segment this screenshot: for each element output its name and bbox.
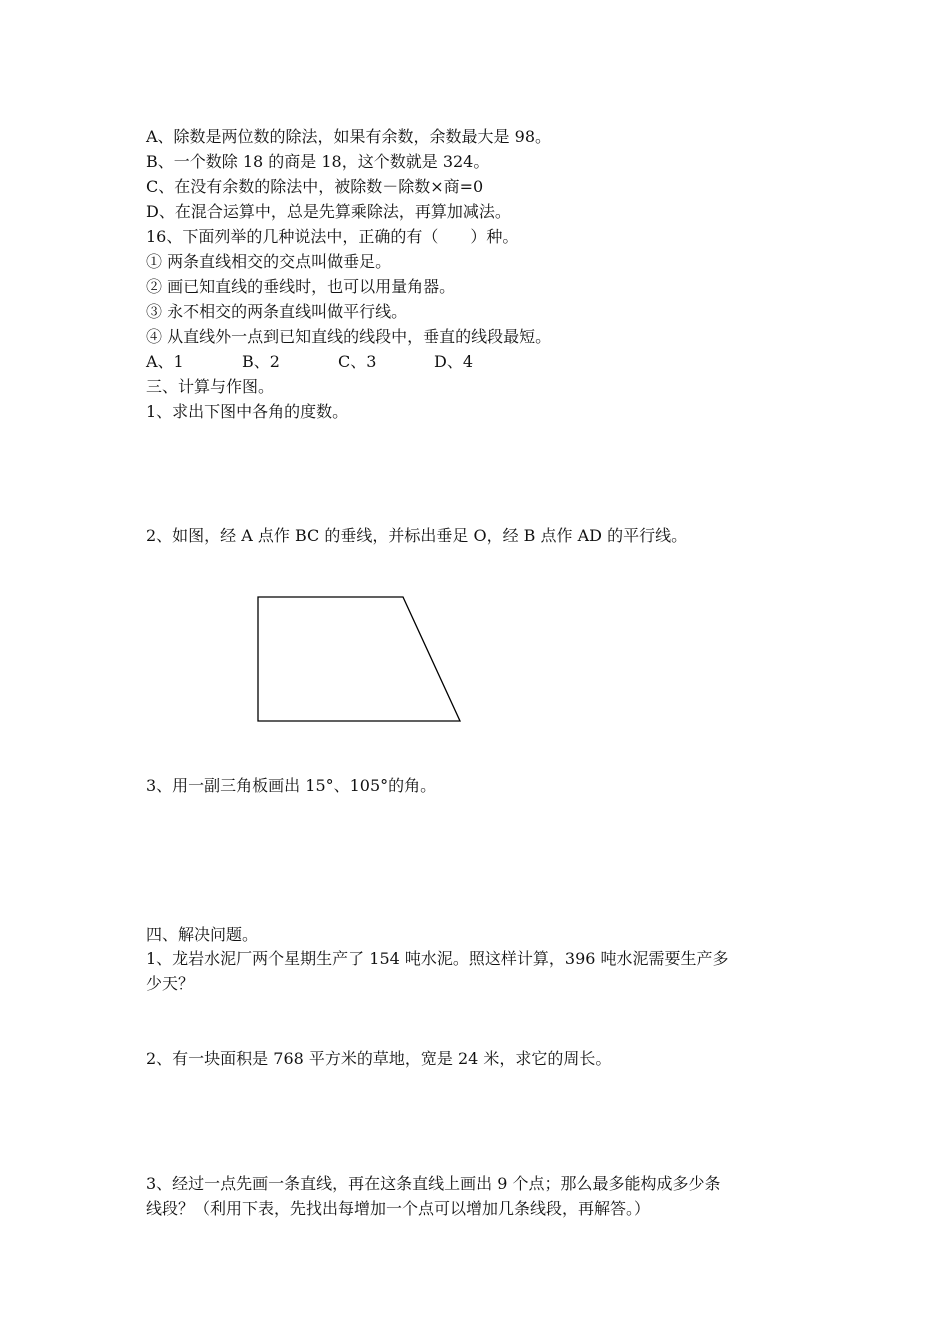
q16-statement-3: ③ 永不相交的两条直线叫做平行线。	[146, 302, 408, 321]
q16-choice-c: C、3	[338, 352, 377, 371]
section3-title: 三、计算与作图。	[146, 377, 275, 396]
q15-option-a: A、除数是两位数的除法，如果有余数，余数最大是 98。	[146, 127, 552, 146]
q16-choice-d: D、4	[434, 352, 474, 371]
section4-q2: 2、有一块面积是 768 平方米的草地，宽是 24 米，求它的周长。	[146, 1049, 612, 1068]
q16-stem: 16、下面列举的几种说法中，正确的有（ ）种。	[146, 227, 519, 246]
section3-q2: 2、如图，经 A 点作 BC 的垂线，并标出垂足 O，经 B 点作 AD 的平行线。	[146, 526, 688, 545]
q15-option-c: C、在没有余数的除法中，被除数－除数×商=0	[146, 177, 484, 196]
section4-q3-line1: 3、经过一点先画一条直线，再在这条直线上画出 9 个点；那么最多能构成多少条	[146, 1174, 721, 1193]
q15-option-b: B、一个数除 18 的商是 18，这个数就是 324。	[146, 152, 490, 171]
section4-title: 四、解决问题。	[146, 925, 259, 944]
section4-q1-line2: 少天？	[146, 974, 195, 993]
q16-statement-4: ④ 从直线外一点到已知直线的线段中，垂直的线段最短。	[146, 327, 552, 346]
q16-statement-2: ② 画已知直线的垂线时，也可以用量角器。	[146, 277, 456, 296]
q16-choice-b: B、2	[242, 352, 280, 371]
section4-q3-line2: 线段？（利用下表，先找出每增加一个点可以增加几条线段，再解答。）	[146, 1199, 651, 1218]
q16-statement-1: ① 两条直线相交的交点叫做垂足。	[146, 252, 392, 271]
trapezoid-outline	[258, 597, 460, 721]
section3-q1: 1、求出下图中各角的度数。	[146, 402, 349, 421]
section3-q3: 3、用一副三角板画出 15°、105°的角。	[146, 776, 437, 795]
section4-q1-line1: 1、龙岩水泥厂两个星期生产了 154 吨水泥。照这样计算，396 吨水泥需要生产多	[146, 949, 729, 968]
q15-option-d: D、在混合运算中，总是先算乘除法，再算加减法。	[146, 202, 511, 221]
q16-choice-a: A、1	[146, 352, 184, 371]
